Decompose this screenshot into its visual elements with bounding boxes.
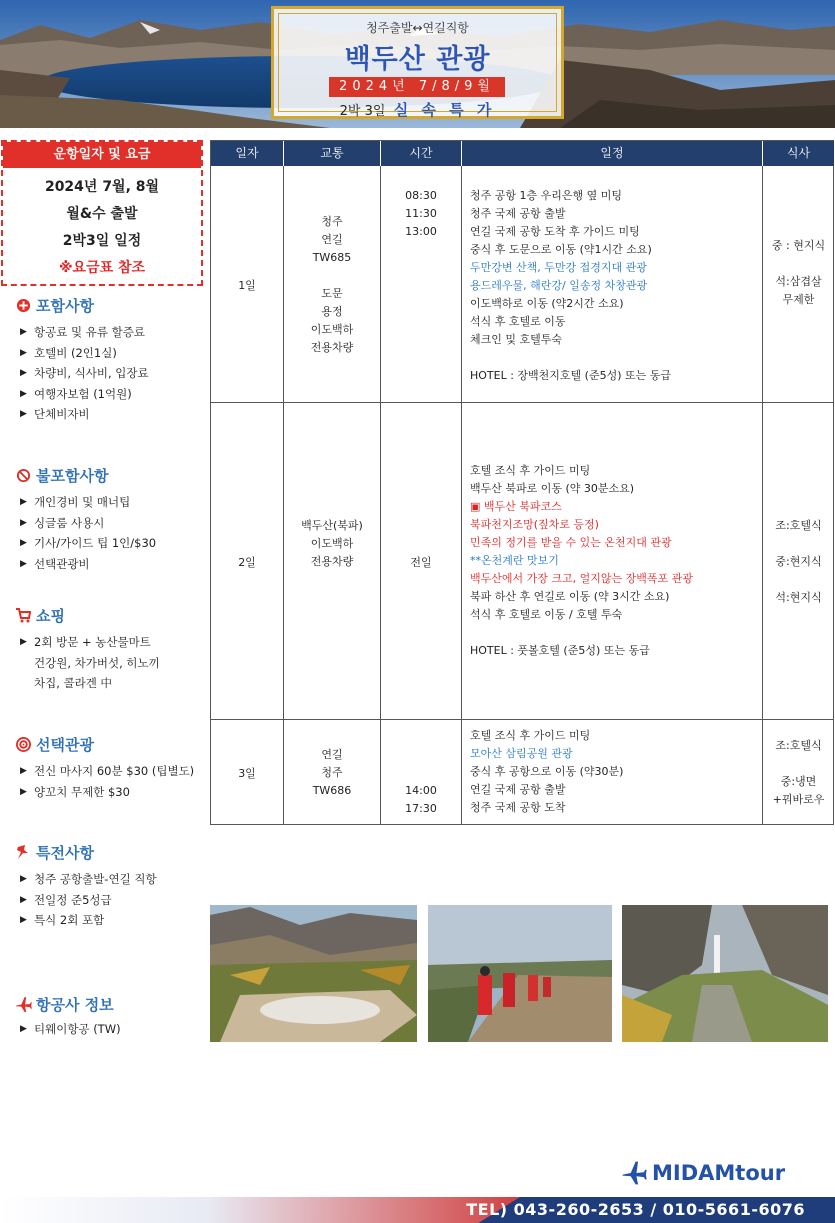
operation-lines [3,174,201,282]
list-item: ▶ 선택관광비 [20,554,209,575]
day-label-3: 3일 [238,767,256,780]
transport-line: TW686 [312,784,352,797]
times-day-3 [381,782,461,818]
day-label-1: 1일 [238,279,256,292]
included-section [14,294,209,425]
schedule-day-2 [470,462,760,660]
meal-line: 중:현지식 [775,555,822,568]
col-header-time: 시간 [381,141,461,166]
times-day-1 [381,187,461,241]
benefits-title [14,841,209,863]
optional-tour-section [14,733,209,802]
list-item: ▶ 개인경비 및 매너팁 [20,492,209,513]
transport-line [284,267,380,285]
grid-line [211,719,833,720]
schedule-line: 연길 국제 공항 출발 [470,783,566,796]
hotel-line: HOTEL : 풋볼호텔 (준5성) 또는 동급 [470,644,650,657]
schedule-line: 중식 후 도문으로 이동 (약1시간 소요) [470,243,652,256]
airline-title-text: 항공사 정보 [36,995,114,1014]
meal-line: 석:현지식 [775,591,822,604]
list-item: ▶ 단체비자비 [20,404,209,425]
transport-line: 연길 [321,233,343,246]
list-item-continuation: 차집, 콜라겐 中 [34,676,113,690]
hot-spring-photo [210,905,417,1042]
transport-line: 전용차량 [310,555,354,568]
meals-day-1 [763,237,834,309]
shopping-section [14,604,209,694]
route-subtitle: 청주출발↔연길직항 [366,21,469,35]
meal-line: 조:호텔식 [775,519,822,532]
transport-line: 이도백하 [310,323,354,336]
col-header-day: 일자 [211,141,283,166]
list-item: ▶ 기사/가이드 팁 1인/$30 [20,533,209,554]
footer-bar [0,1197,835,1223]
header-banner [0,0,835,128]
schedule-line-highlight: 민족의 정기를 받을 수 있는 온천지대 관광 [470,536,672,549]
schedule-day-3 [470,727,760,817]
list-item: ▶ 항공료 및 유류 할증료 [20,322,209,343]
benefits-section [14,841,209,931]
excluded-list [14,492,209,574]
time-line: 13:00 [405,225,437,238]
schedule-line: 청주 국제 공항 도착 [470,801,566,814]
schedule-line-highlight: 모아산 삼림공원 관광 [470,747,573,760]
brand-name: MIDAMtour [652,1161,786,1185]
schedule-line [470,624,760,642]
meal-line [763,535,834,553]
boardwalk-tourists-photo [428,905,612,1042]
pin-icon [14,843,32,861]
hotel-line: HOTEL : 장백천지호텔 (준5성) 또는 동급 [470,369,672,382]
airplane-icon [14,995,32,1013]
duration-text: 2박 3일 [339,104,386,119]
schedule-day-1 [470,187,760,385]
title-box [271,6,564,119]
schedule-line: 석식 후 호텔로 이동 [470,315,566,328]
schedule-line-highlight: 북파천지조망(짚차로 등정) [470,518,599,531]
optional-title-text: 선택관광 [36,735,94,754]
tour-title: 백두산 관광 [344,44,491,75]
grid-line [461,166,462,824]
meal-line [763,255,834,273]
meal-line [763,571,834,589]
included-title [14,294,209,316]
list-item: ▶ 티웨이항공 (TW) [20,1019,209,1040]
schedule-line: 청주 국제 공항 출발 [470,207,566,220]
list-item: ▶ 여행자보험 (1억원) [20,384,209,405]
schedule-line: 호텔 조식 후 가이드 미팅 [470,464,591,477]
fare-note: ※요금표 참조 [58,260,146,276]
airline-section [14,993,209,1040]
schedule-line: 석식 후 호텔로 이동 / 호텔 투숙 [470,608,623,621]
transport-line: 이도백하 [310,537,354,550]
day-label-2: 2일 [238,556,256,569]
list-item: ▶ 2회 방문 + 농산물마트 [20,632,209,653]
airline-title [14,993,209,1015]
schedule-line-highlight: **온천계란 맛보기 [470,554,559,567]
transport-line: 청주 [321,215,343,228]
benefits-title-text: 특전사항 [36,843,94,862]
shopping-title [14,604,209,626]
meals-day-3 [763,737,834,809]
transport-line: 용정 [321,305,343,318]
transport-line: 청주 [321,766,343,779]
target-icon [14,735,32,753]
list-item: ▶ 양꼬치 무제한 $30 [20,782,209,803]
operation-line: 2024년 7월, 8월 [44,179,160,195]
included-list [14,322,209,425]
shopping-title-text: 쇼핑 [36,606,65,625]
time-line: 14:00 [405,784,437,797]
shopping-cart-icon [14,606,32,624]
schedule-line: 중식 후 공항으로 이동 (약30분) [470,765,624,778]
itinerary-table [210,140,834,825]
airline-list [14,1019,209,1040]
duration-special [274,99,561,120]
schedule-line: 연길 국제 공항 도착 후 가이드 미팅 [470,225,640,238]
footer-stripe [0,1197,520,1223]
plus-circle-icon [14,296,32,314]
schedule-line: 청주 공항 1층 우리은행 옆 미팅 [470,189,622,202]
col-header-schedule: 일정 [462,141,762,166]
operation-line: 2박3일 일정 [62,233,142,249]
waterfall-photo [622,905,828,1042]
list-item: ▶ 싱글룸 사용시 [20,513,209,534]
optional-list [14,761,209,802]
schedule-line-highlight: ▣ 백두산 북파코스 [470,500,562,513]
schedule-line: 북파 하산 후 연길로 이동 (약 3시간 소요) [470,590,670,603]
phone-numbers: TEL) 043-260-2653 / 010-5661-6076 [466,1200,805,1219]
meal-line [763,755,834,773]
meal-line: 조:호텔식 [775,739,822,752]
col-header-transport: 교통 [284,141,380,166]
transport-line: 전용차량 [310,341,354,354]
included-title-text: 포함사항 [36,296,94,315]
special-price-text: 실 속 특 가 [393,101,496,119]
time-day-2: 전일 [410,556,432,569]
operation-heading: 운항일자 및 요금 [3,142,201,168]
list-item-continuation: 건강원, 차가버섯, 히노끼 [34,655,160,670]
transport-day-2 [284,517,380,571]
transport-line: 연길 [321,748,343,761]
optional-title [14,733,209,755]
excluded-section [14,464,209,574]
operation-line: 월&수 출발 [66,206,138,222]
time-line: 11:30 [405,207,437,220]
schedule-line-highlight: 용드레우물, 해란강/ 일송정 차창관광 [470,279,648,292]
schedule-line: 체크인 및 호텔투숙 [470,333,563,346]
time-line: 08:30 [405,189,437,202]
midamtour-logo [620,1160,785,1186]
schedule-line-highlight: 백두산에서 가장 크고, 얼지않는 장백폭포 관광 [470,572,693,585]
transport-day-1 [284,213,380,357]
grid-line [211,402,833,403]
prohibited-icon [14,466,32,484]
meal-line: 중 : 현지식 [771,239,826,252]
airplane-logo-icon [620,1160,648,1186]
operation-fare-box [1,140,203,286]
meal-line: 무제한 [782,293,815,306]
schedule-line: 백두산 북파로 이동 (약 30분소요) [470,482,635,495]
transport-line: 도문 [321,287,343,300]
grid-line [380,166,381,824]
schedule-line: 호텔 조식 후 가이드 미팅 [470,729,591,742]
list-item: ▶ 청주 공항출발-연길 직항 [20,869,209,890]
schedule-line: 이도백하로 이동 (약2시간 소요) [470,297,624,310]
meals-day-2 [763,517,834,607]
shopping-list [14,632,209,694]
col-header-meal: 식사 [763,141,834,166]
transport-line: 백두산(북파) [301,519,363,532]
list-item: ▶ 전일정 준5성급 [20,890,209,911]
meal-line: +꿔바로우 [772,793,825,806]
transport-day-3 [284,746,380,800]
benefits-list [14,869,209,931]
time-line: 17:30 [405,802,437,815]
meal-line: 석:삼겹살 [775,275,822,288]
list-item: ▶ 차량비, 식사비, 입장료 [20,363,209,384]
excluded-title-text: 불포함사항 [36,466,109,485]
list-item: ▶ 특식 2회 포함 [20,910,209,931]
transport-line: TW685 [312,251,352,264]
schedule-line-highlight: 두만강변 산책, 두만강 접경지대 관광 [470,261,647,274]
list-item: ▶ 호텔비 (2인1실) [20,343,209,364]
schedule-line [470,349,760,367]
excluded-title [14,464,209,486]
list-item: ▶ 전신 마사지 60분 $30 (팁별도) [20,761,209,782]
meal-line: 중:냉면 [780,775,817,788]
date-band: 2024년 7/8/9월 [329,77,505,97]
